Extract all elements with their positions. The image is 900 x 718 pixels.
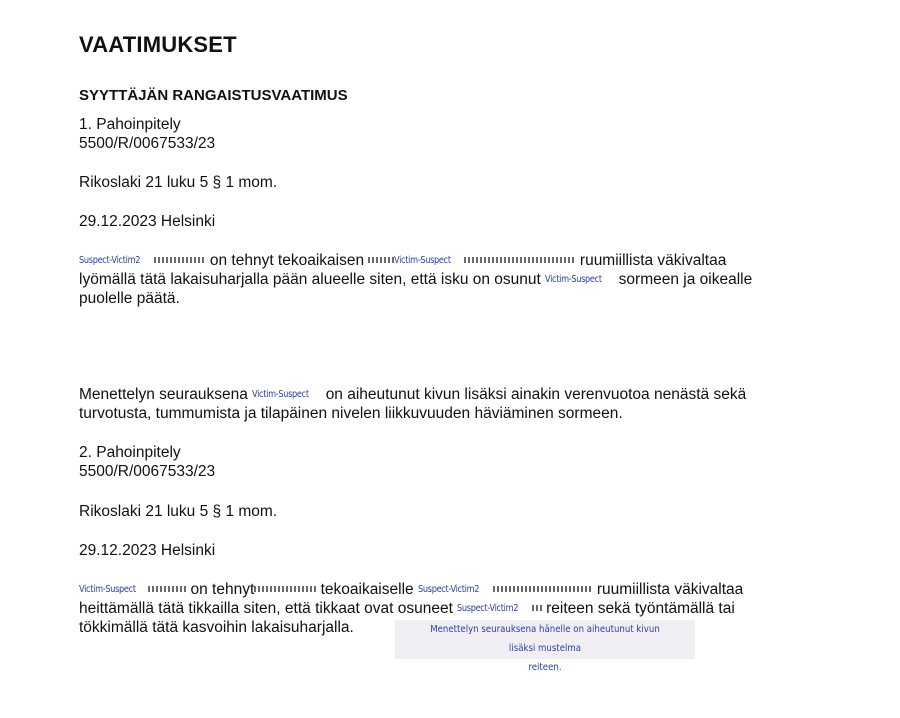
count2-desc-line2 (79, 600, 735, 618)
desc-text: ruumiillista väkivaltaa (596, 581, 744, 598)
redaction-tag: Victim-Suspect (545, 274, 602, 285)
redaction-scribble (493, 586, 593, 592)
count2-date-place: 29.12.2023 Helsinki (79, 542, 216, 559)
count2-case-number: 5500/R/0067533/23 (79, 463, 216, 480)
desc-text: reiteen sekä työntämällä tai (546, 600, 735, 617)
annotation-note (395, 620, 695, 673)
redaction-scribble (532, 605, 542, 611)
redaction-tag: Victim-Suspect (252, 389, 309, 400)
redaction-scribble (148, 586, 186, 592)
page-title: VAATIMUKSET (79, 32, 237, 57)
redaction-tag: Victim-Suspect (79, 584, 136, 595)
count2-desc-line3: tökkimällä tätä kasvoihin lakaisuharjalla. (79, 619, 354, 636)
redaction-tag: Suspect-Victim2 (457, 603, 519, 614)
count1-date-place: 29.12.2023 Helsinki (79, 213, 216, 230)
redaction-scribble (464, 257, 576, 263)
desc-text: sormeen ja oikealle (618, 271, 753, 288)
desc-text: ruumiillista väkivaltaa (579, 252, 727, 269)
desc-text: heittämällä tätä tikkailla siten, että tikkaat ovat osuneet (79, 600, 453, 617)
section-heading: SYYTTÄJÄN RANGAISTUSVAATIMUS (79, 87, 348, 104)
count1-heading: 1. Pahoinpitely (79, 116, 181, 133)
count1-desc-line3: puolelle päätä. (79, 290, 180, 307)
desc-text: on tehnyt (190, 581, 255, 598)
consequence-text: Menettelyn seurauksena (79, 386, 248, 403)
redaction-scribble (154, 257, 206, 263)
consequence-text: on aiheutunut kivun lisäksi ainakin verenvuotoa nenästä sekä (325, 386, 747, 403)
desc-text: lyömällä tätä lakaisuharjalla pään alueelle siten, että isku on osunut (79, 271, 541, 288)
count2-law-reference: Rikoslaki 21 luku 5 § 1 mom. (79, 503, 278, 520)
desc-text: on tehnyt tekoaikaisen (209, 252, 365, 269)
count1-consequence-line1 (79, 386, 746, 404)
count1-consequence-line2: turvotusta, tummumista ja tilapäinen nivelen liikkuvuuden häviäminen sormeen. (79, 405, 623, 422)
count1-case-number: 5500/R/0067533/23 (79, 135, 216, 152)
redaction-tag: Victim-Suspect (394, 255, 452, 266)
annotation-line1: Menettelyn seurauksena hänelle on aiheutunut kivun lisäksi mustelma (430, 624, 660, 654)
redaction-scribble (254, 586, 316, 592)
redaction-scribble (368, 257, 394, 263)
count1-desc-line2 (79, 271, 752, 289)
redaction-tag: Suspect-Victim2 (417, 584, 480, 595)
redaction-tag: Suspect-Victim2 (79, 255, 141, 266)
desc-text: tekoaikaiselle (320, 581, 414, 598)
annotation-line2: reiteen. (528, 662, 562, 673)
count2-heading: 2. Pahoinpitely (79, 444, 181, 461)
count1-law-reference: Rikoslaki 21 luku 5 § 1 mom. (79, 174, 278, 191)
count1-desc-line1 (79, 252, 726, 270)
count2-desc-line1 (79, 581, 743, 599)
